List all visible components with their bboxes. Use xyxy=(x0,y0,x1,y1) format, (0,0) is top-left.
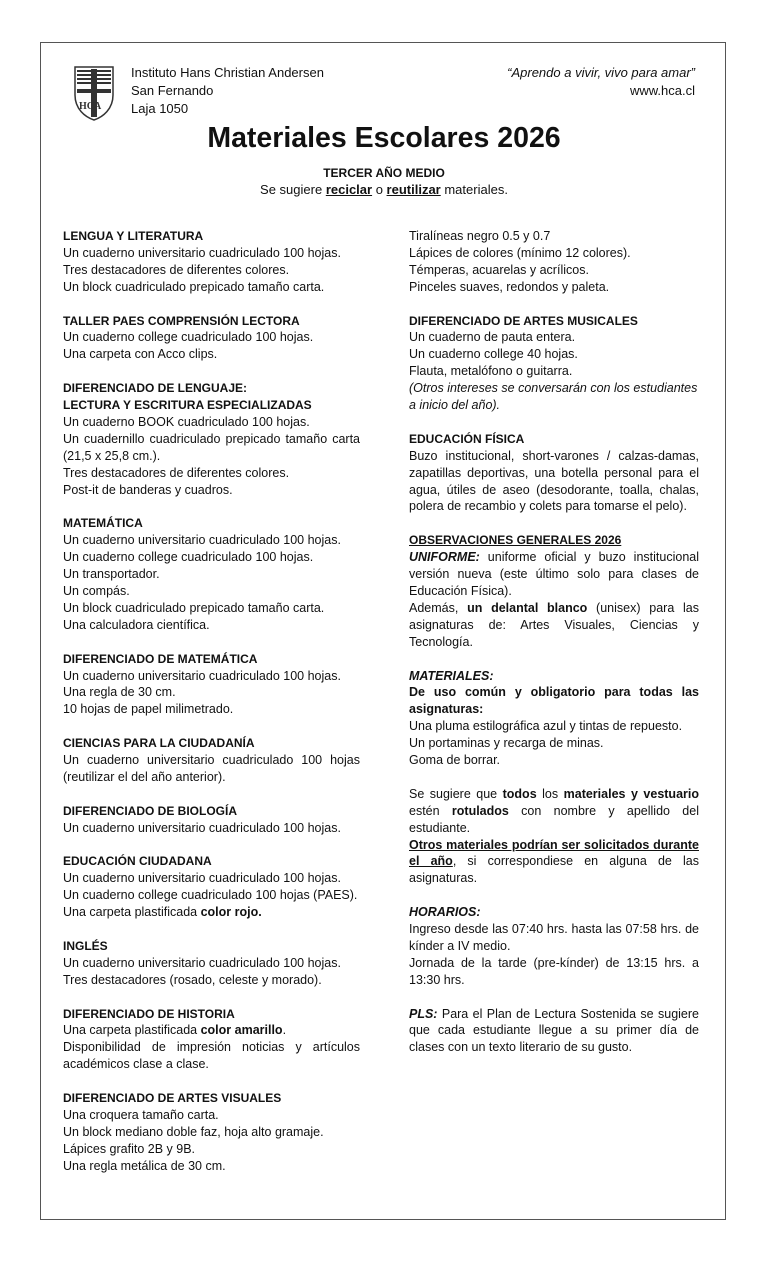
section-dif-artes-visuales xyxy=(63,1090,360,1175)
list-item: Témperas, acuarelas y acrílicos. xyxy=(409,262,589,277)
list-item: Jornada de la tarde (pre-kínder) de 13:15 hrs. a 13:30 hrs. xyxy=(409,955,699,987)
section-lengua xyxy=(63,228,360,296)
list-item: Un block cuadriculado prepicado tamaño carta. xyxy=(63,600,325,615)
section-pls xyxy=(409,1006,699,1057)
list-item: Flauta, metalófono o guitarra. xyxy=(409,364,573,379)
paragraph: UNIFORME: uniforme oficial y buzo institucional versión nueva (este último solo para clases de Educación Física). xyxy=(409,550,699,598)
list-item: Tiralíneas negro 0.5 y 0.7 xyxy=(409,229,551,243)
paragraph: Además, un delantal blanco (unisex) para las asignaturas de: Artes Visuales, Ciencias y Tecnología. xyxy=(409,600,699,649)
section-heading: LENGUA Y LITERATURA xyxy=(63,229,204,243)
paragraph: Buzo institucional, short-varones / calzas-damas, zapatillas deportivas, una botella personal para el agua, útiles de aseo (desodorante, toalla, chalas, polera de recambio y colets para tomarse el pelo). xyxy=(409,448,699,514)
list-item: Una calculadora científica. xyxy=(63,617,210,632)
page-title: Materiales Escolares 2026 xyxy=(207,122,561,154)
section-heading: EDUCACIÓN CIUDADANA xyxy=(63,854,212,869)
list-item: Un cuaderno BOOK cuadriculado 100 hojas. xyxy=(63,414,310,429)
section-heading: DIFERENCIADO DE MATEMÁTICA xyxy=(63,651,258,666)
section-heading: OBSERVACIONES GENERALES 2026 xyxy=(409,533,622,548)
section-dif-matematica xyxy=(63,651,360,719)
list-item: Un cuaderno universitario cuadriculado 100 hojas. xyxy=(63,955,341,970)
section-heading: MATEMÁTICA xyxy=(63,516,143,531)
section-label: MATERIALES: xyxy=(409,668,494,683)
section-ingles xyxy=(63,938,360,989)
left-column xyxy=(63,228,360,1191)
section-horarios xyxy=(409,904,699,989)
school-city: San Fernando xyxy=(131,83,214,98)
school-address: Laja 1050 xyxy=(131,101,189,116)
list-item: Un cuaderno college cuadriculado 100 hojas. xyxy=(63,330,314,345)
section-heading: DIFERENCIADO DE ARTES MUSICALES xyxy=(409,313,638,328)
section-heading: DIFERENCIADO DE ARTES VISUALES xyxy=(63,1091,282,1106)
section-label: HORARIOS: xyxy=(409,905,481,920)
list-item: Un cuaderno universitario cuadriculado 100 hojas. xyxy=(63,533,341,548)
list-item: Tres destacadores de diferentes colores. xyxy=(63,262,290,277)
section-dif-biologia xyxy=(63,803,360,837)
list-item: Una regla metálica de 30 cm. xyxy=(63,1158,226,1173)
list-item: Un transportador. xyxy=(63,567,160,582)
list-item: Un cuaderno universitario cuadriculado 100 hojas (reutilizar el del año anterior). xyxy=(63,753,360,784)
list-item: Tres destacadores (rosado, celeste y morado). xyxy=(63,972,322,987)
list-item: Ingreso desde las 07:40 hrs. hasta las 07:58 hrs. de kínder a IV medio. xyxy=(409,922,699,953)
section-heading: DIFERENCIADO DE LENGUAJE: xyxy=(63,381,248,396)
section-dif-musicales xyxy=(409,313,699,414)
school-crest-icon xyxy=(73,65,115,121)
list-item: Una carpeta plastificada color rojo. xyxy=(63,905,262,920)
list-item: Una carpeta con Acco clips. xyxy=(63,347,218,362)
list-item: Un cuaderno de pauta entera. xyxy=(409,330,576,345)
section-heading: DIFERENCIADO DE HISTORIA xyxy=(63,1006,235,1021)
motto-block xyxy=(507,64,695,100)
school-info xyxy=(131,64,324,118)
list-item: Goma de borrar. xyxy=(409,753,501,768)
list-item: Una regla de 30 cm. xyxy=(63,685,176,700)
section-educacion-ciudadana xyxy=(63,853,360,921)
list-item: Una carpeta plastificada color amarillo. xyxy=(63,1023,287,1038)
list-item: Un portaminas y recarga de minas. xyxy=(409,736,604,751)
section-heading: EDUCACIÓN FÍSICA xyxy=(409,431,525,446)
list-item: Una pluma estilográfica azul y tintas de repuesto. xyxy=(409,719,683,734)
school-motto: “Aprendo a vivir, vivo para amar” xyxy=(507,65,695,80)
note-text: (Otros intereses se conversarán con los estudiantes a inicio del año). xyxy=(409,381,698,413)
grade-level: TERCER AÑO MEDIO xyxy=(323,166,445,180)
list-item: Un cuaderno universitario cuadriculado 100 hojas. xyxy=(63,668,341,683)
list-item: Un cuaderno college 40 hojas. xyxy=(409,347,578,362)
list-item: Un cuaderno college cuadriculado 100 hojas (PAES). xyxy=(63,888,358,903)
list-item: Un compás. xyxy=(63,583,130,598)
section-heading: INGLÉS xyxy=(63,938,108,953)
recycle-suggestion: Se sugiere reciclar o reutilizar materiales. xyxy=(260,182,508,197)
crest-letters: HCA xyxy=(79,101,102,112)
paragraph: Otros materiales podrían ser solicitados durante el año, si correspondiese en alguna de las asignaturas. xyxy=(409,837,699,886)
list-item: Lápices grafito 2B y 9B. xyxy=(63,1141,196,1156)
list-item: Un cuaderno college cuadriculado 100 hojas. xyxy=(63,550,314,565)
section-ed-fisica xyxy=(409,431,699,516)
list-item: Un cuadernillo cuadriculado prepicado tamaño carta (21,5 x 25,8 cm.). xyxy=(63,431,360,463)
section-heading: DIFERENCIADO DE BIOLOGÍA xyxy=(63,803,238,818)
section-matematica xyxy=(63,515,360,633)
bold-line: De uso común y obligatorio para todas las asignaturas: xyxy=(409,685,699,717)
list-item: Tres destacadores de diferentes colores. xyxy=(63,465,290,480)
list-item: 10 hojas de papel milimetrado. xyxy=(63,702,234,717)
section-materiales xyxy=(409,668,699,769)
list-item: Un block mediano doble faz, hoja alto gramaje. xyxy=(63,1124,324,1139)
list-item: Un cuaderno universitario cuadriculado 100 hojas. xyxy=(63,245,341,260)
section-dif-lenguaje xyxy=(63,380,360,498)
list-item: Un cuaderno universitario cuadriculado 100 hojas. xyxy=(63,820,341,835)
section-paes xyxy=(63,313,360,364)
list-item: Un cuaderno universitario cuadriculado 100 hojas. xyxy=(63,871,341,886)
list-item: Un block cuadriculado prepicado tamaño carta. xyxy=(63,279,325,294)
school-website[interactable]: www.hca.cl xyxy=(629,83,695,98)
list-item: Post-it de banderas y cuadros. xyxy=(63,482,233,497)
list-item: Lápices de colores (mínimo 12 colores). xyxy=(409,245,631,260)
section-ciencias xyxy=(63,735,360,786)
paragraph: PLS: Para el Plan de Lectura Sostenida se sugiere que cada estudiante llegue a su primer día de clases con un texto literario de su gusto. xyxy=(409,1006,699,1055)
list-item: Pinceles suaves, redondos y paleta. xyxy=(409,279,610,294)
section-dif-historia xyxy=(63,1006,360,1074)
paragraph: Se sugiere que todos los materiales y vestuario estén rotulados con nombre y apellido del estudiante. xyxy=(409,786,699,835)
right-column xyxy=(409,228,699,1073)
section-heading: CIENCIAS PARA LA CIUDADANÍA xyxy=(63,736,255,751)
section-artes-continued xyxy=(409,228,699,296)
list-item: Una croquera tamaño carta. xyxy=(63,1107,219,1122)
section-heading: TALLER PAES COMPRENSIÓN LECTORA xyxy=(63,313,300,328)
section-rotulados xyxy=(409,786,699,887)
list-item: Disponibilidad de impresión noticias y artículos académicos clase a clase. xyxy=(63,1040,360,1072)
school-name: Instituto Hans Christian Andersen xyxy=(131,65,324,80)
section-subheading: LECTURA Y ESCRITURA ESPECIALIZADAS xyxy=(63,398,312,413)
section-observaciones xyxy=(409,532,699,650)
